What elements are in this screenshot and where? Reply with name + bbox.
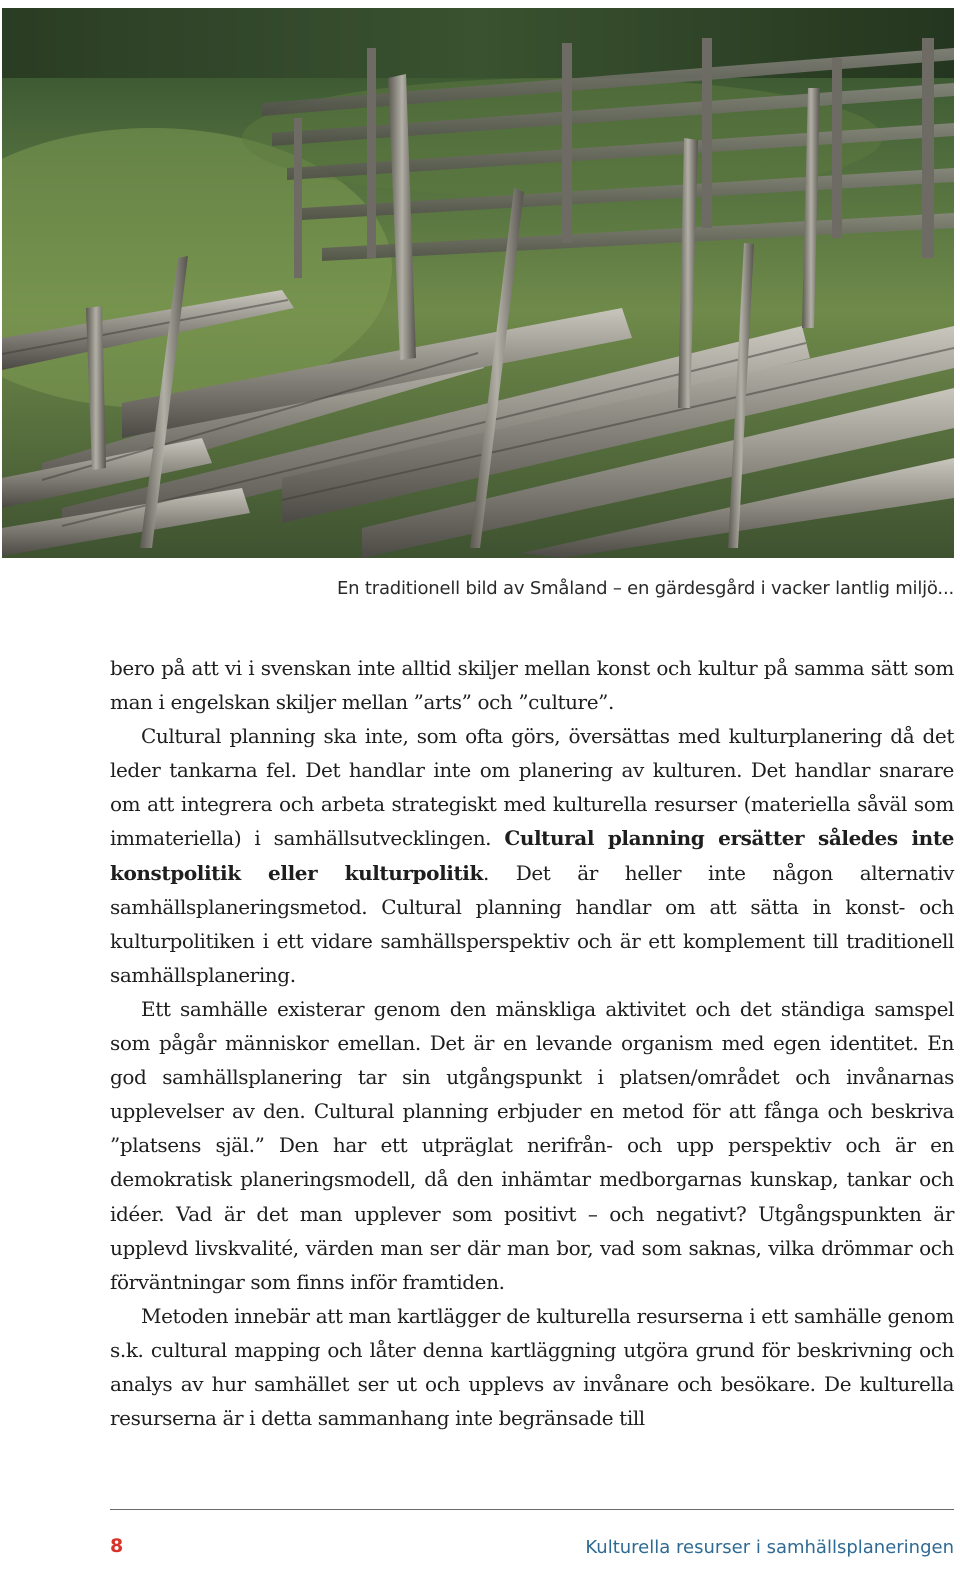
paragraph-text: Metoden innebär att man kartlägger de kulturella resurserna i ett samhälle genom s.k. cultural mapping och låter denna kartläggning utgöra grund för beskrivning och analys av hur samhället ser ut och upplevs av invånare och besökare. De kulturella resurserna är i detta sammanhang inte begränsade till <box>110 1303 954 1431</box>
paragraph-text-after-emphasis: . Det är heller inte någon alternativ samhällsplaneringsmetod. Cultural planning handlar om att sätta in konst- och kulturpolitiken i ett vidare samhällsperspektiv och är ett komplement till traditionell samhällsplanering. <box>110 860 954 987</box>
body-text <box>110 651 954 1435</box>
paragraph-4 <box>110 1299 954 1435</box>
page-number: 8 <box>110 1535 124 1557</box>
fence-photo-icon <box>2 8 954 558</box>
fence-photo <box>2 8 954 558</box>
photo-caption: En traditionell bild av Småland – en gärdesgård i vacker lantlig miljö... <box>336 578 954 599</box>
paragraph-text: Cultural planning ska inte, som ofta görs, översättas med kulturplanering då det leder tankarna fel. Det handlar inte om planering av kulturen. Det handlar snarare om att integrera och arbeta strategiskt med kulturella resurser (materiella såväl som immateriella) i samhällsutvecklingen. <box>110 724 954 851</box>
paragraph-text: bero på att vi i svenskan inte alltid skiljer mellan konst och kultur på samma sätt som man i engelskan skiljer mellan ”arts” och ”culture”. <box>110 656 954 715</box>
paragraph-3 <box>110 992 954 1299</box>
running-title: Kulturella resurser i samhällsplaneringen <box>585 1537 954 1558</box>
paragraph-emphasis: Cultural planning ersätter således inte konstpolitik eller kulturpolitik <box>110 826 954 885</box>
paragraph-text: Ett samhälle existerar genom den mänskliga aktivitet och det ständiga samspel som pågår människor emellan. Det är en levande organism med egen identitet. En god samhällsplanering tar sin utgångspunkt i platsen/området och invånarnas upplevelser av den. Cultural planning erbjuder en metod för att fånga och beskriva ”platsens själ.” Den har ett utpräglat nerifrån- och upp perspektiv och är en demokratisk planeringsmodell, då den inhämtar medborgarnas kunskap, tankar och idéer. Vad är det man upplever som positivt – och negativt? Utgångspunkten är upplevd livskvalité, värden man ser där man bor, vad som saknas, vilka drömmar och förväntningar som finns inför framtiden. <box>110 996 954 1294</box>
paragraph-2 <box>110 719 954 992</box>
paragraph-1 <box>110 651 954 719</box>
footer-rule <box>110 1509 954 1510</box>
